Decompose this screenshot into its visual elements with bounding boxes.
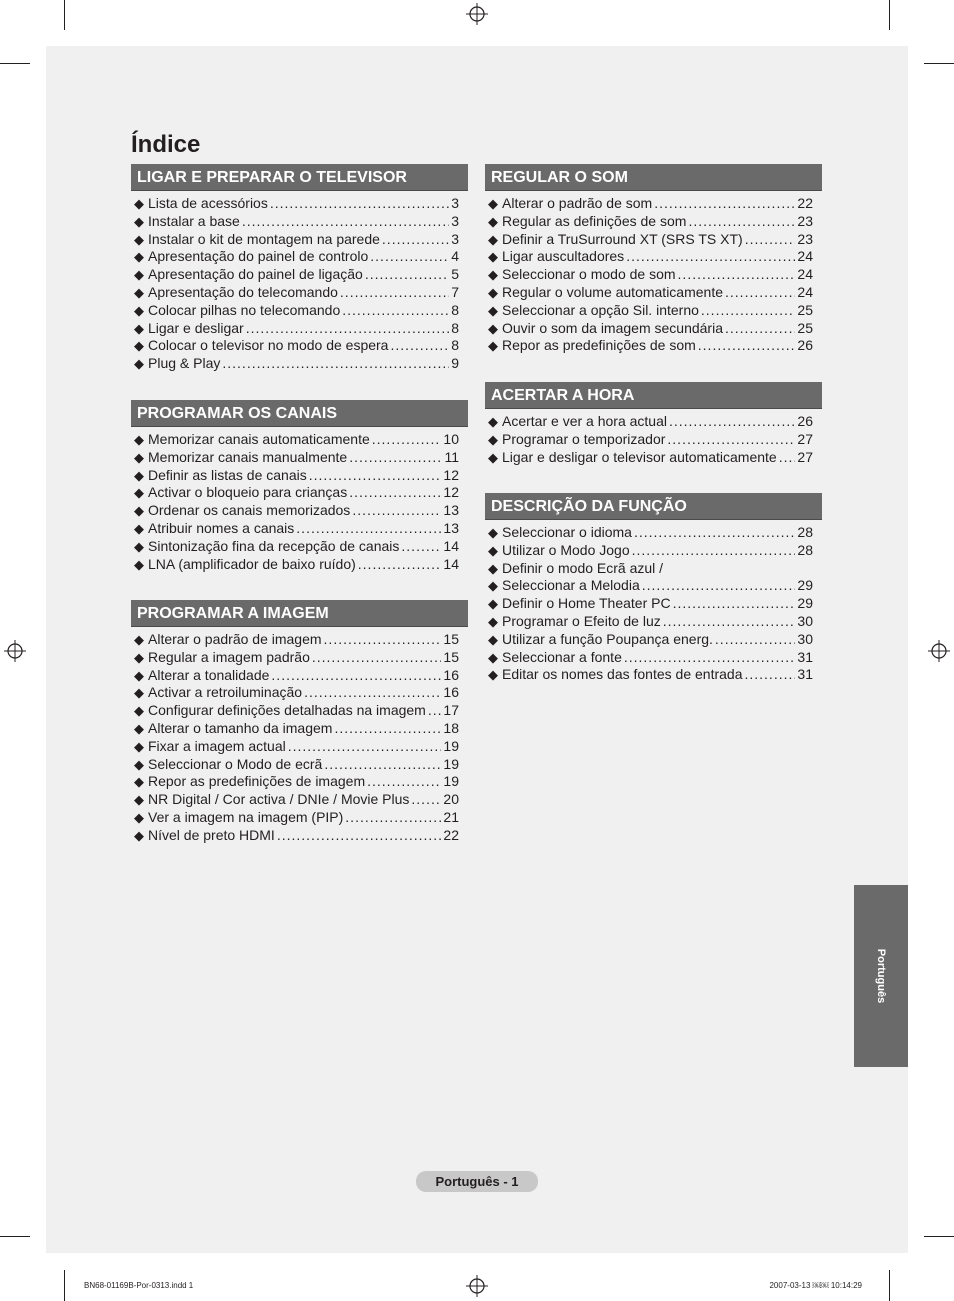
- diamond-bullet-icon: ◆: [134, 667, 144, 683]
- toc-entry-page: 26: [797, 413, 813, 429]
- toc-entry: [485, 195, 822, 213]
- toc-entry-page: 24: [797, 266, 813, 283]
- dot-leader: [352, 502, 441, 520]
- dot-leader: [390, 337, 449, 355]
- toc-entry-label: Regular as definições de som: [502, 212, 687, 229]
- diamond-bullet-icon: ◆: [134, 538, 144, 554]
- registration-mark-icon: [466, 1275, 488, 1297]
- toc-entry-label: Memorizar canais manualmente: [148, 448, 348, 465]
- toc-entry-page: 5: [451, 266, 459, 283]
- toc-entry-page: 27: [797, 430, 813, 447]
- diamond-bullet-icon: ◆: [488, 196, 498, 211]
- toc-entry-page: 7: [451, 283, 459, 300]
- dot-leader: [270, 195, 449, 213]
- toc-entry-label: Programar o Efeito de luz: [502, 612, 661, 629]
- diamond-bullet-icon: ◆: [488, 414, 498, 429]
- toc-entry-page: 30: [797, 630, 813, 647]
- toc-entry: [485, 542, 822, 560]
- language-side-tab-label: Português: [875, 948, 887, 1004]
- toc-entry: [485, 266, 822, 284]
- toc-entry-label: LNA (amplificador de baixo ruído): [148, 555, 356, 572]
- diamond-bullet-icon: ◆: [134, 432, 144, 447]
- toc-list: [131, 191, 468, 373]
- dot-leader: [340, 284, 449, 302]
- toc-entry-page: 8: [451, 319, 459, 336]
- toc-entry: [131, 631, 468, 649]
- toc-entry: [131, 302, 468, 320]
- toc-entry-label: Seleccionar a Melodia: [502, 577, 640, 594]
- toc-entry-page: 3: [451, 230, 459, 247]
- toc-entry-label: Seleccionar o modo de som: [502, 266, 676, 283]
- dot-leader: [632, 542, 796, 560]
- toc-entry-page: 16: [443, 666, 459, 683]
- toc-entry-page: 12: [443, 466, 459, 483]
- toc-entry: [485, 560, 822, 578]
- diamond-bullet-icon: ◆: [134, 338, 144, 354]
- toc-entry-page: 27: [797, 448, 813, 465]
- toc-entry: [131, 738, 468, 756]
- dot-leader: [342, 302, 449, 320]
- diamond-bullet-icon: ◆: [134, 809, 144, 825]
- dot-leader: [349, 449, 442, 467]
- dot-leader: [309, 467, 442, 485]
- crop-mark: [889, 1270, 890, 1301]
- toc-entry-label: Alterar a tonalidade: [148, 666, 270, 683]
- diamond-bullet-icon: ◆: [488, 231, 498, 247]
- diamond-bullet-icon: ◆: [134, 467, 144, 483]
- toc-entry-page: 19: [443, 755, 459, 772]
- toc-entry-label: Alterar o padrão de imagem: [148, 631, 322, 647]
- section-heading: PROGRAMAR OS CANAIS: [131, 400, 468, 427]
- toc-entry-page: 13: [443, 502, 459, 519]
- dot-leader: [334, 720, 441, 738]
- diamond-bullet-icon: ◆: [134, 792, 144, 808]
- toc-entry-page: 31: [797, 666, 813, 683]
- toc-entry: [485, 449, 822, 467]
- toc-entry-page: 31: [797, 648, 813, 665]
- toc-entry-page: 13: [443, 519, 459, 536]
- toc-entry: [131, 756, 468, 774]
- toc-entry-label: Programar o temporizador: [502, 430, 666, 447]
- toc-entry-label: Atribuir nomes a canais: [148, 519, 295, 536]
- toc-entry-page: 11: [444, 448, 459, 465]
- dot-leader: [222, 355, 449, 373]
- diamond-bullet-icon: ◆: [488, 213, 498, 229]
- toc-entry-label: Alterar o tamanho da imagem: [148, 719, 333, 736]
- toc-list: [485, 191, 822, 355]
- toc-entry-label: Colocar o televisor no modo de espera: [148, 337, 389, 354]
- dot-leader: [701, 302, 796, 320]
- dot-leader: [678, 266, 796, 284]
- toc-entry: [485, 613, 822, 631]
- diamond-bullet-icon: ◆: [488, 431, 498, 447]
- diamond-bullet-icon: ◆: [134, 213, 144, 229]
- toc-entry-label: Apresentação do telecomando: [148, 283, 338, 300]
- diamond-bullet-icon: ◆: [488, 338, 498, 354]
- toc-entry-page: 16: [443, 684, 459, 701]
- toc-entry: [131, 248, 468, 266]
- toc-entry-page: 3: [451, 195, 459, 211]
- toc-entry: [131, 809, 468, 827]
- toc-entry-label: Sintonização fina da recepção de canais: [148, 537, 400, 554]
- dot-leader: [370, 248, 449, 266]
- diamond-bullet-icon: ◆: [488, 613, 498, 629]
- toc-entry-page: 15: [443, 631, 459, 647]
- toc-entry-label: Activar o bloqueio para crianças: [148, 484, 348, 501]
- dot-leader: [411, 791, 441, 809]
- section-heading: DESCRIÇÃO DA FUNÇÃO: [485, 493, 822, 520]
- toc-entry-label: Seleccionar o Modo de ecrã: [148, 755, 323, 772]
- toc-entry: [131, 702, 468, 720]
- diamond-bullet-icon: ◆: [488, 302, 498, 318]
- diamond-bullet-icon: ◆: [488, 631, 498, 647]
- toc-list: [485, 520, 822, 684]
- toc-entry-page: 20: [443, 791, 459, 808]
- toc-entry-page: 12: [443, 484, 459, 501]
- footer-timestamp: 2007-03-13 ￼￼ 10:14:29: [769, 1281, 862, 1290]
- section-acertar-hora: [485, 382, 822, 466]
- toc-entry-page: 24: [797, 283, 813, 300]
- diamond-bullet-icon: ◆: [134, 267, 144, 283]
- dot-leader: [312, 649, 442, 667]
- toc-entry: [131, 684, 468, 702]
- section-heading: LIGAR E PREPARAR O TELEVISOR: [131, 164, 468, 191]
- toc-entry-label: Colocar pilhas no telecomando: [148, 301, 341, 318]
- toc-entry: [485, 213, 822, 231]
- diamond-bullet-icon: ◆: [488, 542, 498, 558]
- section-heading: PROGRAMAR A IMAGEM: [131, 600, 468, 627]
- toc-entry-label: Seleccionar a fonte: [502, 648, 622, 665]
- diamond-bullet-icon: ◆: [134, 503, 144, 519]
- toc-entry-label: Definir o Home Theater PC: [502, 595, 671, 612]
- toc-entry-page: 21: [443, 808, 459, 825]
- toc-entry-page: 10: [443, 431, 459, 447]
- crop-mark: [0, 1236, 30, 1237]
- diamond-bullet-icon: ◆: [134, 302, 144, 318]
- diamond-bullet-icon: ◆: [134, 249, 144, 265]
- dot-leader: [663, 613, 796, 631]
- dot-leader: [324, 756, 441, 774]
- dot-leader: [715, 631, 796, 649]
- toc-entry-label: Nível de preto HDMI: [148, 826, 275, 843]
- dot-leader: [428, 702, 442, 720]
- dot-leader: [725, 320, 795, 338]
- diamond-bullet-icon: ◆: [134, 774, 144, 790]
- toc-entry-label: Instalar o kit de montagem na parede: [148, 230, 380, 247]
- dot-leader: [626, 248, 795, 266]
- toc-entry-page: 14: [443, 537, 459, 554]
- dot-leader: [367, 773, 441, 791]
- language-side-tab: [854, 885, 908, 1067]
- dot-leader: [745, 231, 796, 249]
- toc-entry-label: Configurar definições detalhadas na imagem: [148, 702, 426, 719]
- toc-entry: [131, 720, 468, 738]
- dot-leader: [642, 577, 796, 595]
- toc-entry-page: 23: [797, 230, 813, 247]
- diamond-bullet-icon: ◆: [134, 827, 144, 843]
- dot-leader: [372, 431, 442, 449]
- section-regular-som: [485, 164, 822, 355]
- dot-leader: [349, 484, 441, 502]
- toc-entry: [485, 595, 822, 613]
- dot-leader: [654, 195, 795, 213]
- toc-entry-page: 23: [797, 212, 813, 229]
- toc-entry: [131, 556, 468, 574]
- toc-entry: [485, 631, 822, 649]
- registration-mark-icon: [4, 640, 26, 662]
- toc-entry-page: 30: [797, 612, 813, 629]
- toc-entry-page: 29: [797, 577, 813, 594]
- toc-entry: [131, 538, 468, 556]
- toc-entry: [485, 337, 822, 355]
- diamond-bullet-icon: ◆: [134, 720, 144, 736]
- crop-mark: [889, 0, 890, 30]
- dot-leader: [673, 595, 796, 613]
- crop-mark: [924, 63, 954, 64]
- diamond-bullet-icon: ◆: [488, 667, 498, 683]
- dot-leader: [365, 266, 449, 284]
- toc-entry-label: Apresentação do painel de ligação: [148, 266, 363, 283]
- toc-entry-label: Plug & Play: [148, 355, 221, 372]
- toc-entry-label: Memorizar canais automaticamente: [148, 431, 370, 447]
- dot-leader: [688, 213, 795, 231]
- diamond-bullet-icon: ◆: [134, 196, 144, 211]
- toc-entry-label: Regular o volume automaticamente: [502, 283, 724, 300]
- toc-entry: [131, 827, 468, 845]
- section-heading: ACERTAR A HORA: [485, 382, 822, 409]
- diamond-bullet-icon: ◆: [134, 703, 144, 719]
- toc-entry: [131, 195, 468, 213]
- toc-entry-label: Ver a imagem na imagem (PIP): [148, 808, 344, 825]
- toc-entry: [131, 467, 468, 485]
- toc-entry-page: 8: [451, 301, 459, 318]
- diamond-bullet-icon: ◆: [488, 449, 498, 465]
- dot-leader: [725, 284, 795, 302]
- toc-entry-label: Definir o modo Ecrã azul /: [502, 559, 664, 576]
- diamond-bullet-icon: ◆: [134, 356, 144, 372]
- toc-entry-page: 19: [443, 737, 459, 754]
- toc-entry: [131, 449, 468, 467]
- toc-entry-page: 25: [797, 319, 813, 336]
- dot-leader: [624, 649, 796, 667]
- toc-entry-label: Utilizar a função Poupança energ.: [502, 630, 713, 647]
- section-programar-canais: [131, 400, 468, 573]
- diamond-bullet-icon: ◆: [134, 556, 144, 572]
- dot-leader: [358, 556, 442, 574]
- dot-leader: [698, 337, 796, 355]
- dot-leader: [246, 320, 449, 338]
- page-number: Português - 1: [416, 1171, 538, 1192]
- diamond-bullet-icon: ◆: [134, 485, 144, 501]
- diamond-bullet-icon: ◆: [488, 596, 498, 612]
- diamond-bullet-icon: ◆: [134, 231, 144, 247]
- toc-entry-label: Seleccionar o idioma: [502, 524, 632, 540]
- toc-entry-label: Fixar a imagem actual: [148, 737, 286, 754]
- diamond-bullet-icon: ◆: [134, 320, 144, 336]
- toc-entry: [485, 413, 822, 431]
- toc-entry-label: Apresentação do painel de controlo: [148, 248, 369, 265]
- toc-entry-label: Utilizar o Modo Jogo: [502, 541, 630, 558]
- dot-leader: [277, 827, 442, 845]
- toc-entry: [485, 302, 822, 320]
- toc-entry: [485, 231, 822, 249]
- dot-leader: [242, 213, 449, 231]
- toc-entry-page: 15: [443, 648, 459, 665]
- diamond-bullet-icon: ◆: [134, 449, 144, 465]
- toc-entry: [131, 284, 468, 302]
- toc-entry: [485, 431, 822, 449]
- toc-entry-page: 19: [443, 773, 459, 790]
- toc-entry-label: Ouvir o som da imagem secundária: [502, 319, 723, 336]
- toc-entry-page: 26: [797, 337, 813, 354]
- diamond-bullet-icon: ◆: [134, 756, 144, 772]
- diamond-bullet-icon: ◆: [134, 520, 144, 536]
- toc-entry: [131, 266, 468, 284]
- toc-entry: [131, 320, 468, 338]
- toc-entry-label: Definir a TruSurround XT (SRS TS XT): [502, 230, 743, 247]
- toc-entry-page: 4: [451, 248, 459, 265]
- toc-entry-label: Repor as predefinições de som: [502, 337, 696, 354]
- diamond-bullet-icon: ◆: [134, 649, 144, 665]
- toc-entry-page: 24: [797, 248, 813, 265]
- dot-leader: [667, 431, 795, 449]
- diamond-bullet-icon: ◆: [488, 560, 498, 576]
- registration-mark-icon: [928, 640, 950, 662]
- toc-entry: [485, 649, 822, 667]
- toc-entry: [485, 666, 822, 684]
- diamond-bullet-icon: ◆: [488, 525, 498, 540]
- toc-entry: [485, 524, 822, 542]
- dot-leader: [634, 524, 795, 542]
- toc-entry-page: 28: [797, 541, 813, 558]
- toc-entry-label: Regular a imagem padrão: [148, 648, 310, 665]
- toc-entry: [131, 773, 468, 791]
- dot-leader: [779, 449, 796, 467]
- toc-entry: [131, 431, 468, 449]
- dot-leader: [288, 738, 442, 756]
- toc-entry: [131, 231, 468, 249]
- crop-mark: [64, 1270, 65, 1301]
- toc-entry-label: Acertar e ver a hora actual: [502, 413, 667, 429]
- page-title: Índice: [131, 131, 201, 158]
- toc-entry-page: 18: [443, 719, 459, 736]
- toc-list: [131, 427, 468, 573]
- toc-entry: [131, 213, 468, 231]
- toc-entry-page: 14: [443, 555, 459, 572]
- dot-leader: [271, 667, 441, 685]
- diamond-bullet-icon: ◆: [488, 267, 498, 283]
- diamond-bullet-icon: ◆: [134, 685, 144, 701]
- toc-entry: [131, 337, 468, 355]
- toc-entry-page: 8: [451, 337, 459, 354]
- toc-entry-label: Seleccionar a opção Sil. interno: [502, 301, 699, 318]
- toc-list: [485, 409, 822, 466]
- diamond-bullet-icon: ◆: [488, 649, 498, 665]
- section-programar-imagem: [131, 600, 468, 845]
- toc-entry-page: 17: [443, 702, 459, 719]
- toc-entry: [131, 649, 468, 667]
- crop-mark: [924, 1236, 954, 1237]
- toc-entry: [485, 248, 822, 266]
- toc-entry: [131, 791, 468, 809]
- toc-entry-label: Ordenar os canais memorizados: [148, 502, 351, 519]
- toc-entry-label: Ligar e desligar: [148, 319, 244, 336]
- registration-mark-icon: [466, 3, 488, 25]
- toc-entry: [485, 320, 822, 338]
- toc-entry: [131, 355, 468, 373]
- dot-leader: [669, 413, 795, 431]
- toc-entry-label: Ligar auscultadores: [502, 248, 625, 265]
- toc-entry: [485, 284, 822, 302]
- dot-leader: [401, 538, 441, 556]
- toc-entry-label: Lista de acessórios: [148, 195, 268, 211]
- dot-leader: [744, 666, 795, 684]
- diamond-bullet-icon: ◆: [134, 738, 144, 754]
- section-descricao-funcao: [485, 493, 822, 684]
- toc-entry: [485, 577, 822, 595]
- dot-leader: [304, 684, 441, 702]
- toc-entry: [131, 484, 468, 502]
- toc-entry: [131, 520, 468, 538]
- toc-entry: [131, 667, 468, 685]
- toc-list: [131, 627, 468, 845]
- toc-entry-label: Definir as listas de canais: [148, 466, 307, 483]
- toc-entry-page: 9: [451, 355, 459, 372]
- diamond-bullet-icon: ◆: [488, 578, 498, 594]
- dot-leader: [345, 809, 441, 827]
- diamond-bullet-icon: ◆: [488, 320, 498, 336]
- diamond-bullet-icon: ◆: [134, 632, 144, 647]
- section-ligar-preparar: [131, 164, 468, 373]
- toc-entry-label: Ligar e desligar o televisor automaticamente: [502, 448, 777, 465]
- toc-entry-page: 28: [797, 524, 813, 540]
- crop-mark: [64, 0, 65, 30]
- toc-entry-label: Repor as predefinições de imagem: [148, 773, 366, 790]
- dot-leader: [324, 631, 442, 649]
- dot-leader: [296, 520, 441, 538]
- crop-mark: [0, 63, 30, 64]
- toc-entry-label: Instalar a base: [148, 212, 240, 229]
- diamond-bullet-icon: ◆: [488, 284, 498, 300]
- diamond-bullet-icon: ◆: [488, 249, 498, 265]
- toc-entry-page: 25: [797, 301, 813, 318]
- diamond-bullet-icon: ◆: [134, 284, 144, 300]
- toc-entry-label: Alterar o padrão de som: [502, 195, 653, 211]
- toc-entry-page: 22: [797, 195, 813, 211]
- toc-entry-label: NR Digital / Cor activa / DNIe / Movie Plus: [148, 791, 410, 808]
- toc-entry-label: Editar os nomes das fontes de entrada: [502, 666, 743, 683]
- toc-entry-page: 22: [443, 826, 459, 843]
- toc-entry: [131, 502, 468, 520]
- toc-entry-page: 3: [451, 212, 459, 229]
- section-heading: REGULAR O SOM: [485, 164, 822, 191]
- toc-entry-page: 29: [797, 595, 813, 612]
- dot-leader: [382, 231, 449, 249]
- toc-entry-label: Activar a retroiluminação: [148, 684, 303, 701]
- footer-file-name: BN68-01169B-Por-0313.indd 1: [84, 1281, 194, 1290]
